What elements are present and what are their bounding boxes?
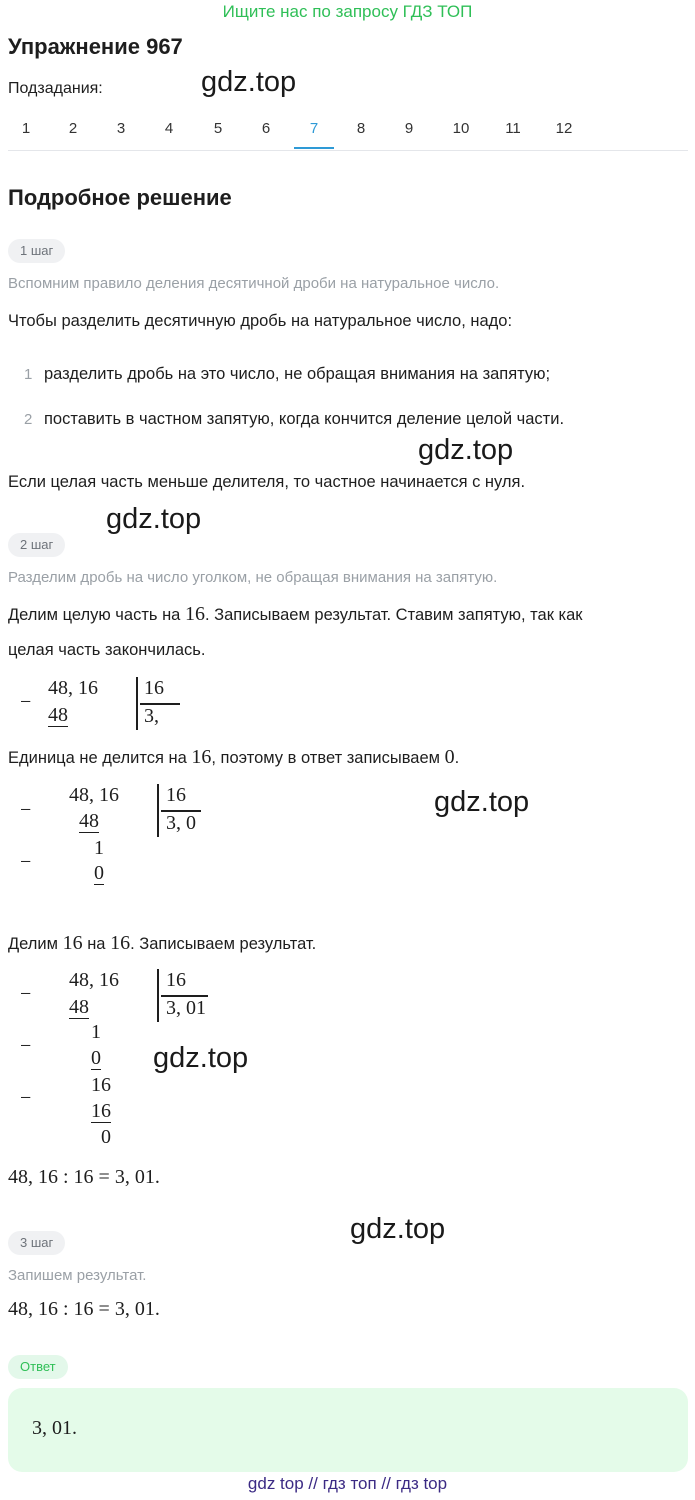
dividend: 48, 16 — [69, 969, 119, 991]
tab-7[interactable]: 7 — [309, 120, 319, 137]
quotient: 3, 01 — [166, 997, 206, 1019]
rule-intro: Чтобы разделить десятичную дробь на натуральное число, надо: — [8, 312, 513, 330]
watermark: gdz.top — [106, 503, 202, 535]
equation: 48, 16 : 16 = 3, 01. — [8, 1166, 160, 1188]
divisor: 16 — [144, 677, 164, 699]
answer-value: 3, 01. — [32, 1417, 77, 1439]
subtask-tabs — [8, 112, 688, 151]
explanation-text: Делим 16 на 16. Записываем результат. — [8, 932, 317, 954]
subtrahend: 0 — [94, 862, 104, 884]
subtrahend: 16 — [91, 1100, 111, 1122]
remainder: 0 — [101, 1126, 111, 1148]
watermark: gdz.top — [201, 66, 297, 98]
dividend: 48, 16 — [48, 677, 98, 699]
tab-6[interactable]: 6 — [261, 120, 271, 137]
step-hint: Вспомним правило деления десятичной дроби на натуральное число. — [8, 275, 500, 292]
footer-links[interactable]: gdz top // гдз топ // гдз top — [247, 1474, 448, 1493]
subtrahend: 0 — [91, 1047, 101, 1069]
watermark: gdz.top — [153, 1042, 249, 1074]
list-item: поставить в частном запятую, когда кончится деление целой части. — [44, 410, 565, 428]
exercise-title: Упражнение 967 — [8, 34, 183, 59]
tab-12[interactable]: 12 — [555, 120, 573, 137]
quotient: 3, — [144, 705, 159, 727]
division-bar — [136, 677, 138, 730]
tab-5[interactable]: 5 — [213, 120, 223, 137]
divisor: 16 — [166, 784, 186, 806]
division-bar — [157, 784, 159, 837]
tab-11[interactable]: 11 — [505, 120, 521, 137]
answer-badge: Ответ — [8, 1355, 68, 1379]
minus-sign: − — [20, 1087, 32, 1109]
tab-9[interactable]: 9 — [404, 120, 414, 137]
tab-8[interactable]: 8 — [356, 120, 366, 137]
subtrahend: 48 — [69, 996, 89, 1018]
section-title: Подробное решение — [8, 185, 232, 210]
explanation-text: Делим целую часть на 16. Записываем результат. Ставим запятую, так как — [8, 603, 583, 625]
tab-1[interactable]: 1 — [21, 120, 31, 137]
tab-2[interactable]: 2 — [68, 120, 78, 137]
tab-4[interactable]: 4 — [164, 120, 174, 137]
active-tab-indicator — [294, 147, 334, 149]
remainder: 1 — [91, 1021, 101, 1043]
quotient: 3, 0 — [166, 812, 196, 834]
step-hint: Запишем результат. — [8, 1267, 147, 1284]
tab-10[interactable]: 10 — [452, 120, 470, 137]
division-bar — [157, 969, 159, 1022]
answer-box — [8, 1388, 688, 1472]
minus-sign: − — [20, 851, 32, 873]
inline-number: 16 — [184, 603, 205, 625]
search-banner[interactable]: Ищите нас по запросу ГДЗ ТОП — [222, 2, 473, 21]
divisor: 16 — [166, 969, 186, 991]
minus-sign: − — [20, 691, 32, 713]
rule-note: Если целая часть меньше делителя, то частное начинается с нуля. — [8, 473, 526, 491]
watermark: gdz.top — [434, 786, 530, 818]
list-item: разделить дробь на это число, не обращая внимания на запятую; — [44, 365, 551, 383]
list-item-number: 1 — [24, 366, 33, 383]
remainder: 1 — [94, 837, 104, 859]
step-badge: 2 шаг — [8, 533, 65, 557]
subtasks-label: Подзадания: — [8, 80, 103, 97]
minus-sign: − — [20, 983, 32, 1005]
remainder: 16 — [91, 1074, 111, 1096]
watermark: gdz.top — [350, 1213, 446, 1245]
dividend: 48, 16 — [69, 784, 119, 806]
minus-sign: − — [20, 799, 32, 821]
list-item-number: 2 — [24, 411, 33, 428]
explanation-text: Единица не делится на 16, поэтому в ответ записываем 0. — [8, 746, 460, 768]
subtrahend: 48 — [48, 704, 68, 726]
subtrahend: 48 — [79, 810, 99, 832]
watermark: gdz.top — [418, 434, 514, 466]
minus-sign: − — [20, 1035, 32, 1057]
step-hint: Разделим дробь на число уголком, не обращая внимания на запятую. — [8, 569, 498, 586]
explanation-text: целая часть закончилась. — [8, 641, 206, 659]
step-badge: 1 шаг — [8, 239, 65, 263]
tab-3[interactable]: 3 — [116, 120, 126, 137]
step-badge: 3 шаг — [8, 1231, 65, 1255]
equation: 48, 16 : 16 = 3, 01. — [8, 1298, 160, 1320]
